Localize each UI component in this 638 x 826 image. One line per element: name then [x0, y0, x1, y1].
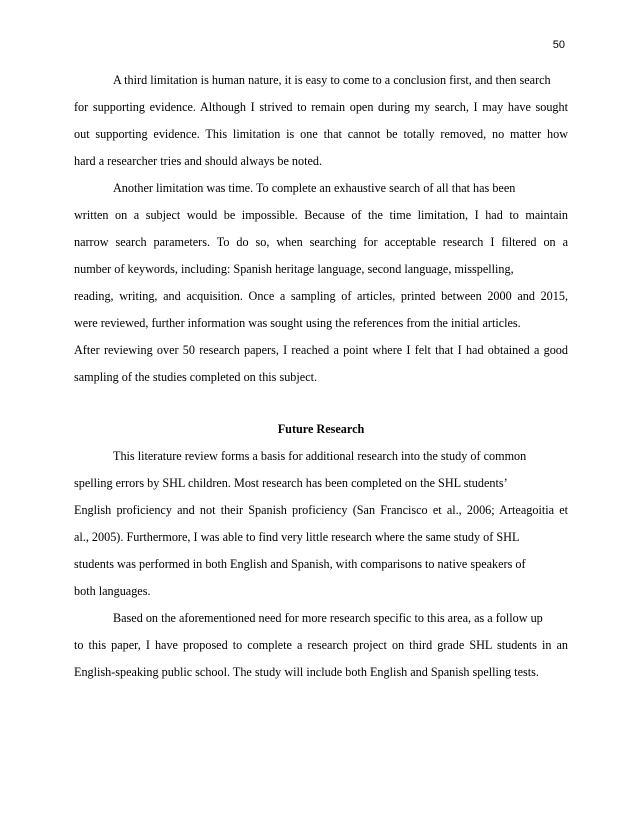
text-line: English-speaking public school. The study will include both English and Spanish spelling tests. — [74, 665, 539, 679]
document-body — [74, 67, 568, 686]
text-line: A third limitation is human nature, it is easy to come to a conclusion first, and then search — [113, 73, 551, 87]
text-line: reading, writing, and acquisition. Once a sampling of articles, printed between 2000 and 2015, — [74, 289, 568, 303]
text-line: spelling errors by SHL children. Most research has been completed on the SHL students’ — [74, 476, 508, 490]
text-line: English proficiency and not their Spanish proficiency (San Francisco et al., 2006; Arteagoitia et — [74, 503, 568, 517]
text-line: Another limitation was time. To complete an exhaustive search of all that has been — [113, 181, 516, 195]
text-line: al., 2005). Furthermore, I was able to find very little research where the same study of SHL — [74, 530, 520, 544]
paragraph — [74, 175, 568, 391]
text-line: both languages. — [74, 584, 151, 598]
paragraph — [74, 67, 568, 175]
text-line: to this paper, I have proposed to complete a research project on third grade SHL students in an — [74, 638, 568, 652]
paragraph — [74, 443, 568, 605]
text-line: Based on the aforementioned need for more research specific to this area, as a follow up — [113, 611, 543, 625]
section-heading: Future Research — [277, 422, 365, 436]
page-number: 50 — [552, 39, 565, 51]
text-line: written on a subject would be impossible. Because of the time limitation, I had to maintain — [74, 208, 568, 222]
text-line: were reviewed, further information was sought using the references from the initial articles. — [74, 316, 521, 330]
text-line: sampling of the studies completed on this subject. — [74, 370, 318, 384]
text-line: After reviewing over 50 research papers, I reached a point where I felt that I had obtained a good — [74, 343, 568, 357]
text-line: This literature review forms a basis for additional research into the study of common — [113, 449, 527, 463]
text-line: narrow search parameters. To do so, when searching for acceptable research I filtered on a — [74, 235, 568, 249]
text-line: hard a researcher tries and should always be noted. — [74, 154, 323, 168]
paragraph — [74, 605, 568, 686]
text-line: number of keywords, including: Spanish heritage language, second language, misspelling, — [74, 262, 514, 276]
text-line: for supporting evidence. Although I strived to remain open during my search, I may have sought — [74, 100, 568, 114]
text-line: students was performed in both English and Spanish, with comparisons to native speakers of — [74, 557, 526, 571]
text-line: out supporting evidence. This limitation is one that cannot be totally removed, no matter how — [74, 127, 568, 141]
